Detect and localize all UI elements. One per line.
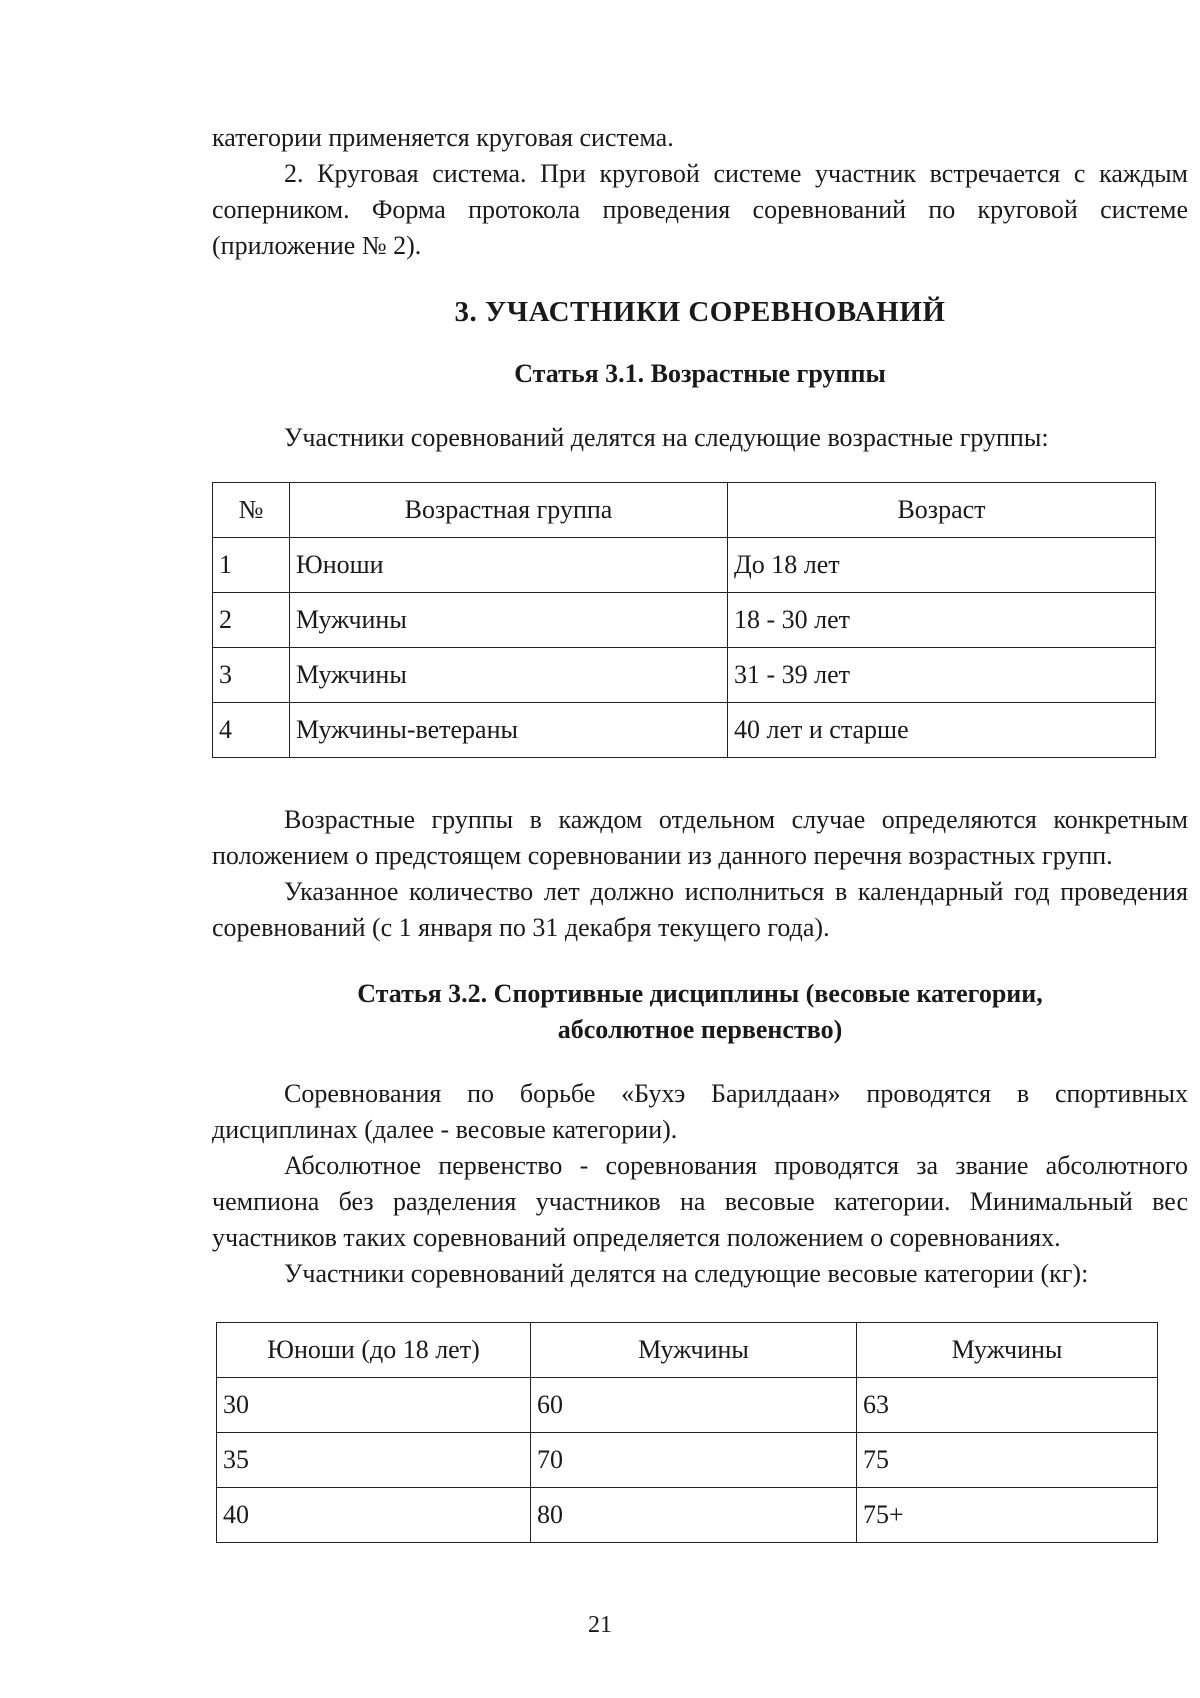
table-cell: Мужчины (290, 648, 728, 703)
table-row (213, 648, 1156, 703)
intro-paragraph-round-robin: 2. Круговая система. При круговой системе участник встречается с каждым соперником. Форма протокола проведения соревнований по круговой системе (приложение № 2). (212, 159, 1188, 260)
table-cell: Мужчины-ветераны (290, 703, 728, 758)
disciplines-paragraph: Соревнования по борьбе «Бухэ Барилдаан» проводятся в спортивных дисциплинах (далее - весовые категории). (212, 1079, 1188, 1144)
table-cell: До 18 лет (728, 538, 1156, 593)
table-row (213, 538, 1156, 593)
table-cell: 18 - 30 лет (728, 593, 1156, 648)
table-row (217, 1488, 1158, 1543)
table-cell: 3 (213, 648, 290, 703)
table-cell: 75 (857, 1433, 1158, 1488)
spacer (212, 758, 1188, 802)
table-cell: 60 (531, 1378, 857, 1433)
column-header: Возрастная группа (290, 483, 728, 538)
age-count-paragraph: Указанное количество лет должно исполниться в календарный год проведения соревнований (с 1 января по 31 декабря текущего года). (212, 877, 1188, 942)
age-groups-lead: Участники соревнований делятся на следующие возрастные группы: (284, 423, 1049, 452)
column-header: № (213, 483, 290, 538)
article-3-2-title-line2: абсолютное первенство) (557, 1015, 843, 1044)
page-number: 21 (588, 1612, 612, 1638)
column-header: Мужчины (531, 1323, 857, 1378)
weight-categories-table (216, 1322, 1158, 1543)
weight-categories-lead: Участники соревнований делятся на следующие весовые категории (кг): (284, 1259, 1089, 1288)
table-cell: 31 - 39 лет (728, 648, 1156, 703)
table-row (213, 703, 1156, 758)
table-cell: 30 (217, 1378, 531, 1433)
table-cell: Мужчины (290, 593, 728, 648)
table-row (217, 1378, 1158, 1433)
table-cell: 4 (213, 703, 290, 758)
table-cell: 35 (217, 1433, 531, 1488)
section-title: 3. УЧАСТНИКИ СОРЕВНОВАНИЙ (454, 296, 946, 328)
age-groups-table (212, 482, 1156, 758)
column-header: Мужчины (857, 1323, 1158, 1378)
age-groups-paragraph: Возрастные группы в каждом отдельном случае определяются конкретным положением о предстоящем соревновании из данного перечня возрастных групп. (212, 805, 1188, 870)
table-header-row (217, 1323, 1158, 1378)
column-header: Возраст (728, 483, 1156, 538)
table-cell: 1 (213, 538, 290, 593)
article-3-1-title: Статья 3.1. Возрастные группы (514, 359, 886, 388)
table-row (217, 1433, 1158, 1488)
table-cell: 40 лет и старше (728, 703, 1156, 758)
table-cell: 70 (531, 1433, 857, 1488)
table-cell: 40 (217, 1488, 531, 1543)
article-3-2-title-line1: Статья 3.2. Спортивные дисциплины (весовые категории, (357, 979, 1043, 1008)
table-cell: 80 (531, 1488, 857, 1543)
document-page (212, 120, 1188, 1543)
column-header: Юноши (до 18 лет) (217, 1323, 531, 1378)
table-cell: 63 (857, 1378, 1158, 1433)
intro-line: категории применяется круговая система. (212, 123, 674, 152)
table-cell: 75+ (857, 1488, 1158, 1543)
table-header-row (213, 483, 1156, 538)
table-cell: Юноши (290, 538, 728, 593)
table-row (213, 593, 1156, 648)
table-cell: 2 (213, 593, 290, 648)
article-3-2-title (212, 976, 1188, 1048)
absolute-championship-paragraph: Абсолютное первенство - соревнования проводятся за звание абсолютного чемпиона без разделения участников на весовые категории. Минимальный вес участников таких соревнований определяется положением о соревнованиях. (212, 1151, 1188, 1252)
